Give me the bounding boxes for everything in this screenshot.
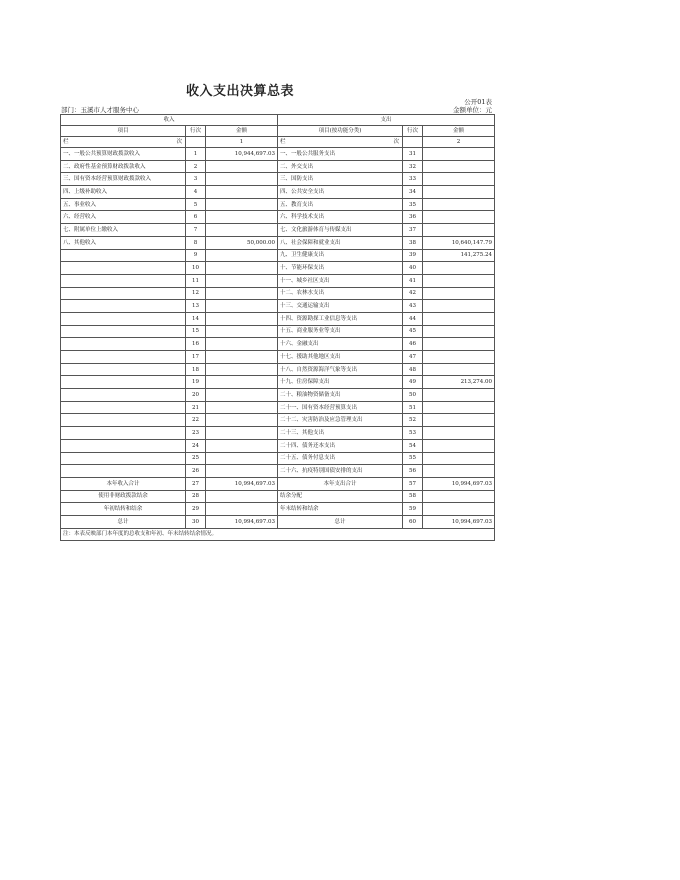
table-row <box>61 325 495 338</box>
income-rowno-cell: 27 <box>186 477 206 490</box>
expense-item-cell: 十三、交通运输支出 <box>278 300 403 313</box>
expense-rowno-cell: 39 <box>403 249 423 262</box>
expense-item-cell: 二十二、灾害防治及应急管理支出 <box>278 414 403 427</box>
income-summary-label: 使用非财政拨款结余 <box>61 490 186 503</box>
income-amount-cell <box>206 490 278 503</box>
income-summary-label: 年初结转和结余 <box>61 503 186 516</box>
expense-amount-header: 金额 <box>423 126 495 137</box>
expense-rowno-cell: 49 <box>403 376 423 389</box>
expense-rowno-cell: 38 <box>403 236 423 249</box>
expense-item-cell: 二十六、抗疫特别国债安排的支出 <box>278 465 403 478</box>
income-item-cell: 八、其他收入 <box>61 236 186 249</box>
expense-item-cell: 十八、自然资源海洋气象等支出 <box>278 363 403 376</box>
income-rowno-cell: 22 <box>186 414 206 427</box>
expense-rowno-cell: 40 <box>403 262 423 275</box>
expense-amount-cell <box>423 401 495 414</box>
table-body <box>61 115 495 541</box>
expense-rowno-cell: 59 <box>403 503 423 516</box>
expense-rowno-cell: 34 <box>403 186 423 199</box>
expense-amount-cell <box>423 465 495 478</box>
table-note: 注：本表反映部门本年度的总收支和年初、年末结转结余情况。 <box>61 528 495 541</box>
table-row <box>61 312 495 325</box>
column-header-row <box>61 126 495 137</box>
expense-summary-label: 本年支出合计 <box>278 477 403 490</box>
income-item-cell: 五、事业收入 <box>61 198 186 211</box>
expense-item-cell: 十九、住房保障支出 <box>278 376 403 389</box>
department-label: 部门：玉溪市人才服务中心 <box>61 106 139 114</box>
expense-amount-cell <box>423 211 495 224</box>
expense-amount-cell <box>423 224 495 237</box>
income-amount-header: 金额 <box>206 126 278 137</box>
income-item-cell: 七、附属单位上缴收入 <box>61 224 186 237</box>
expense-rowno-cell: 47 <box>403 351 423 364</box>
table-row <box>61 389 495 402</box>
table-row <box>61 338 495 351</box>
table-row <box>61 351 495 364</box>
income-summary-label: 总计 <box>61 515 186 528</box>
income-amount-cell <box>206 287 278 300</box>
income-amount-cell <box>206 274 278 287</box>
table-row <box>61 160 495 173</box>
table-row <box>61 249 495 262</box>
expense-rowno-cell: 36 <box>403 211 423 224</box>
expense-amount-cell: 141,275.24 <box>423 249 495 262</box>
expense-amount-cell <box>423 414 495 427</box>
table-row <box>61 439 495 452</box>
column-index-row <box>61 137 495 148</box>
income-item-cell <box>61 414 186 427</box>
income-item-cell: 三、国有资本经营预算财政拨款收入 <box>61 173 186 186</box>
empty-cell <box>403 137 423 148</box>
income-amount-cell <box>206 376 278 389</box>
income-rowno-cell: 12 <box>186 287 206 300</box>
income-amount-cell <box>206 325 278 338</box>
income-item-cell <box>61 325 186 338</box>
income-item-cell <box>61 338 186 351</box>
income-rowno-cell: 10 <box>186 262 206 275</box>
table-row <box>61 186 495 199</box>
income-rowno-cell: 7 <box>186 224 206 237</box>
income-item-cell <box>61 300 186 313</box>
income-rowno-cell: 14 <box>186 312 206 325</box>
expense-amount-cell <box>423 160 495 173</box>
expense-rowno-cell: 37 <box>403 224 423 237</box>
income-rowno-cell: 6 <box>186 211 206 224</box>
table-row <box>61 287 495 300</box>
expense-amount-cell <box>423 439 495 452</box>
table-row <box>61 300 495 313</box>
expense-item-cell: 十四、资源勘探工业信息等支出 <box>278 312 403 325</box>
expense-amount-cell: 10,640,147.79 <box>423 236 495 249</box>
expense-item-cell: 九、卫生健康支出 <box>278 249 403 262</box>
income-amount-cell <box>206 262 278 275</box>
expense-amount-cell <box>423 198 495 211</box>
expense-item-cell: 五、教育支出 <box>278 198 403 211</box>
income-amount-cell <box>206 452 278 465</box>
summary-row <box>61 503 495 516</box>
table-row <box>61 363 495 376</box>
income-item-cell: 一、一般公共预算财政拨款收入 <box>61 148 186 161</box>
expense-amount-cell <box>423 490 495 503</box>
expense-item-cell: 二十五、债务付息支出 <box>278 452 403 465</box>
income-item-cell <box>61 363 186 376</box>
expense-rowno-cell: 45 <box>403 325 423 338</box>
expense-rowno-cell: 51 <box>403 401 423 414</box>
table-row <box>61 376 495 389</box>
expense-rowno-cell: 42 <box>403 287 423 300</box>
income-item-cell <box>61 249 186 262</box>
expense-amount-cell <box>423 325 495 338</box>
expense-item-cell: 十、节能环保支出 <box>278 262 403 275</box>
income-item-cell <box>61 376 186 389</box>
expense-amount-cell <box>423 186 495 199</box>
note-row <box>61 528 495 541</box>
expense-item-cell: 十六、金融支出 <box>278 338 403 351</box>
income-rowno-cell: 5 <box>186 198 206 211</box>
expense-amount-cell <box>423 427 495 440</box>
expense-rowno-cell: 44 <box>403 312 423 325</box>
expense-amount-cell: 10,994,697.03 <box>423 515 495 528</box>
expense-item-cell: 三、国防支出 <box>278 173 403 186</box>
income-amount-cell <box>206 414 278 427</box>
expense-amount-cell <box>423 338 495 351</box>
table-row <box>61 224 495 237</box>
expense-item-cell: 二、外交支出 <box>278 160 403 173</box>
income-item-cell <box>61 287 186 300</box>
income-item-cell <box>61 452 186 465</box>
expense-rowno-cell: 33 <box>403 173 423 186</box>
income-amount-cell <box>206 249 278 262</box>
income-amount-cell <box>206 211 278 224</box>
expense-rowno-cell: 31 <box>403 148 423 161</box>
expense-summary-label: 年末结转和结余 <box>278 503 403 516</box>
expense-item-header: 项目(按功能分类) <box>278 126 403 137</box>
income-amount-cell <box>206 389 278 402</box>
income-rowno-cell: 24 <box>186 439 206 452</box>
expense-amount-cell <box>423 262 495 275</box>
income-expense-table <box>60 114 495 541</box>
income-rowno-cell: 28 <box>186 490 206 503</box>
expense-rowno-cell: 55 <box>403 452 423 465</box>
income-amount-cell <box>206 224 278 237</box>
table-row <box>61 236 495 249</box>
expense-rowno-cell: 52 <box>403 414 423 427</box>
summary-row <box>61 477 495 490</box>
income-amount-cell <box>206 503 278 516</box>
ci-label: 次 <box>393 139 400 145</box>
expense-section-header: 支出 <box>278 115 495 126</box>
expense-summary-label: 总计 <box>278 515 403 528</box>
expense-rowno-cell: 53 <box>403 427 423 440</box>
section-header-row <box>61 115 495 126</box>
expense-amount-cell <box>423 148 495 161</box>
income-amount-cell: 10,944,697.03 <box>206 148 278 161</box>
income-amount-cell <box>206 427 278 440</box>
income-amount-cell: 10,994,697.03 <box>206 515 278 528</box>
income-rowno-cell: 30 <box>186 515 206 528</box>
income-rowno-cell: 15 <box>186 325 206 338</box>
form-code: 公开01表 <box>464 98 492 106</box>
expense-amount-cell <box>423 503 495 516</box>
expense-amount-cell <box>423 274 495 287</box>
income-amount-cell <box>206 401 278 414</box>
expense-item-cell: 二十一、国有资本经营预算支出 <box>278 401 403 414</box>
expense-rowno-cell: 57 <box>403 477 423 490</box>
expense-summary-label: 结余分配 <box>278 490 403 503</box>
expense-rowno-cell: 56 <box>403 465 423 478</box>
expense-rowno-cell: 35 <box>403 198 423 211</box>
expense-rowno-cell: 48 <box>403 363 423 376</box>
income-rowno-cell: 19 <box>186 376 206 389</box>
income-rowno-cell: 1 <box>186 148 206 161</box>
income-rowno-cell: 17 <box>186 351 206 364</box>
income-item-cell <box>61 274 186 287</box>
table-row <box>61 148 495 161</box>
income-item-cell <box>61 351 186 364</box>
ci-label: 次 <box>176 139 182 145</box>
lan-label: 栏 <box>280 139 286 145</box>
income-rowno-cell: 29 <box>186 503 206 516</box>
income-rowno-cell: 8 <box>186 236 206 249</box>
expense-rowno-cell: 41 <box>403 274 423 287</box>
col2-index: 2 <box>423 137 495 148</box>
expense-rowno-cell: 46 <box>403 338 423 351</box>
expense-item-cell: 七、文化旅游体育与传媒支出 <box>278 224 403 237</box>
income-amount-cell <box>206 173 278 186</box>
income-rowno-cell: 9 <box>186 249 206 262</box>
expense-item-cell: 十二、农林水支出 <box>278 287 403 300</box>
income-item-cell <box>61 427 186 440</box>
income-item-cell <box>61 312 186 325</box>
table-row <box>61 211 495 224</box>
income-rowno-cell: 26 <box>186 465 206 478</box>
report-title: 收入支出决算总表 <box>186 84 295 99</box>
expense-rowno-cell: 58 <box>403 490 423 503</box>
income-item-cell: 六、经营收入 <box>61 211 186 224</box>
expense-amount-cell <box>423 351 495 364</box>
income-amount-cell: 10,994,697.03 <box>206 477 278 490</box>
table-row <box>61 465 495 478</box>
expense-item-cell: 一、一般公共服务支出 <box>278 148 403 161</box>
expense-item-cell: 六、科学技术支出 <box>278 211 403 224</box>
income-rowno-cell: 21 <box>186 401 206 414</box>
income-amount-cell <box>206 160 278 173</box>
lan-label: 栏 <box>63 139 69 145</box>
expense-rowno-cell: 60 <box>403 515 423 528</box>
income-rowno-cell: 3 <box>186 173 206 186</box>
income-rowno-cell: 11 <box>186 274 206 287</box>
expense-item-cell: 十七、援助其他地区支出 <box>278 351 403 364</box>
income-amount-cell: 50,000.00 <box>206 236 278 249</box>
income-amount-cell <box>206 351 278 364</box>
income-rowno-cell: 2 <box>186 160 206 173</box>
income-item-cell <box>61 401 186 414</box>
expense-rowno-cell: 54 <box>403 439 423 452</box>
income-rowno-cell: 20 <box>186 389 206 402</box>
table-row <box>61 173 495 186</box>
table-row <box>61 401 495 414</box>
expense-rowno-cell: 32 <box>403 160 423 173</box>
expense-item-cell: 八、社会保障和就业支出 <box>278 236 403 249</box>
table-row <box>61 274 495 287</box>
income-amount-cell <box>206 338 278 351</box>
expense-item-cell: 二十三、其他支出 <box>278 427 403 440</box>
income-rowno-header: 行次 <box>186 126 206 137</box>
expense-item-cell: 二十、粮油物资储备支出 <box>278 389 403 402</box>
income-amount-cell <box>206 186 278 199</box>
expense-item-cell: 二十四、债务还本支出 <box>278 439 403 452</box>
income-rowno-cell: 18 <box>186 363 206 376</box>
expense-amount-cell <box>423 389 495 402</box>
expense-amount-cell <box>423 287 495 300</box>
income-amount-cell <box>206 300 278 313</box>
table-row <box>61 427 495 440</box>
expense-amount-cell <box>423 173 495 186</box>
income-amount-cell <box>206 363 278 376</box>
expense-amount-cell <box>423 452 495 465</box>
expense-item-cell: 十一、城乡社区支出 <box>278 274 403 287</box>
col1-index: 1 <box>206 137 278 148</box>
expense-amount-cell <box>423 300 495 313</box>
income-item-cell <box>61 465 186 478</box>
income-rowno-cell: 25 <box>186 452 206 465</box>
expense-amount-cell: 10,994,697.03 <box>423 477 495 490</box>
table-row <box>61 198 495 211</box>
expense-item-cell: 四、公共安全支出 <box>278 186 403 199</box>
expense-rowno-cell: 43 <box>403 300 423 313</box>
income-item-cell <box>61 389 186 402</box>
income-item-cell: 四、上级补助收入 <box>61 186 186 199</box>
income-lan-cell <box>61 137 186 148</box>
income-amount-cell <box>206 465 278 478</box>
income-amount-cell <box>206 198 278 211</box>
income-section-header: 收入 <box>61 115 278 126</box>
summary-row <box>61 515 495 528</box>
income-item-cell <box>61 262 186 275</box>
income-item-cell <box>61 439 186 452</box>
income-item-cell: 二、政府性基金预算财政拨款收入 <box>61 160 186 173</box>
income-rowno-cell: 16 <box>186 338 206 351</box>
income-summary-label: 本年收入合计 <box>61 477 186 490</box>
unit-label: 金额单位：元 <box>453 106 492 114</box>
income-item-header: 项目 <box>61 126 186 137</box>
income-rowno-cell: 13 <box>186 300 206 313</box>
expense-amount-cell: 213,274.00 <box>423 376 495 389</box>
empty-cell <box>186 137 206 148</box>
expense-amount-cell <box>423 312 495 325</box>
summary-row <box>61 490 495 503</box>
income-rowno-cell: 23 <box>186 427 206 440</box>
expense-lan-cell <box>278 137 403 148</box>
income-amount-cell <box>206 439 278 452</box>
expense-amount-cell <box>423 363 495 376</box>
income-amount-cell <box>206 312 278 325</box>
expense-item-cell: 十五、商业服务业等支出 <box>278 325 403 338</box>
expense-rowno-header: 行次 <box>403 126 423 137</box>
expense-rowno-cell: 50 <box>403 389 423 402</box>
income-rowno-cell: 4 <box>186 186 206 199</box>
table-row <box>61 414 495 427</box>
table-row <box>61 262 495 275</box>
table-row <box>61 452 495 465</box>
